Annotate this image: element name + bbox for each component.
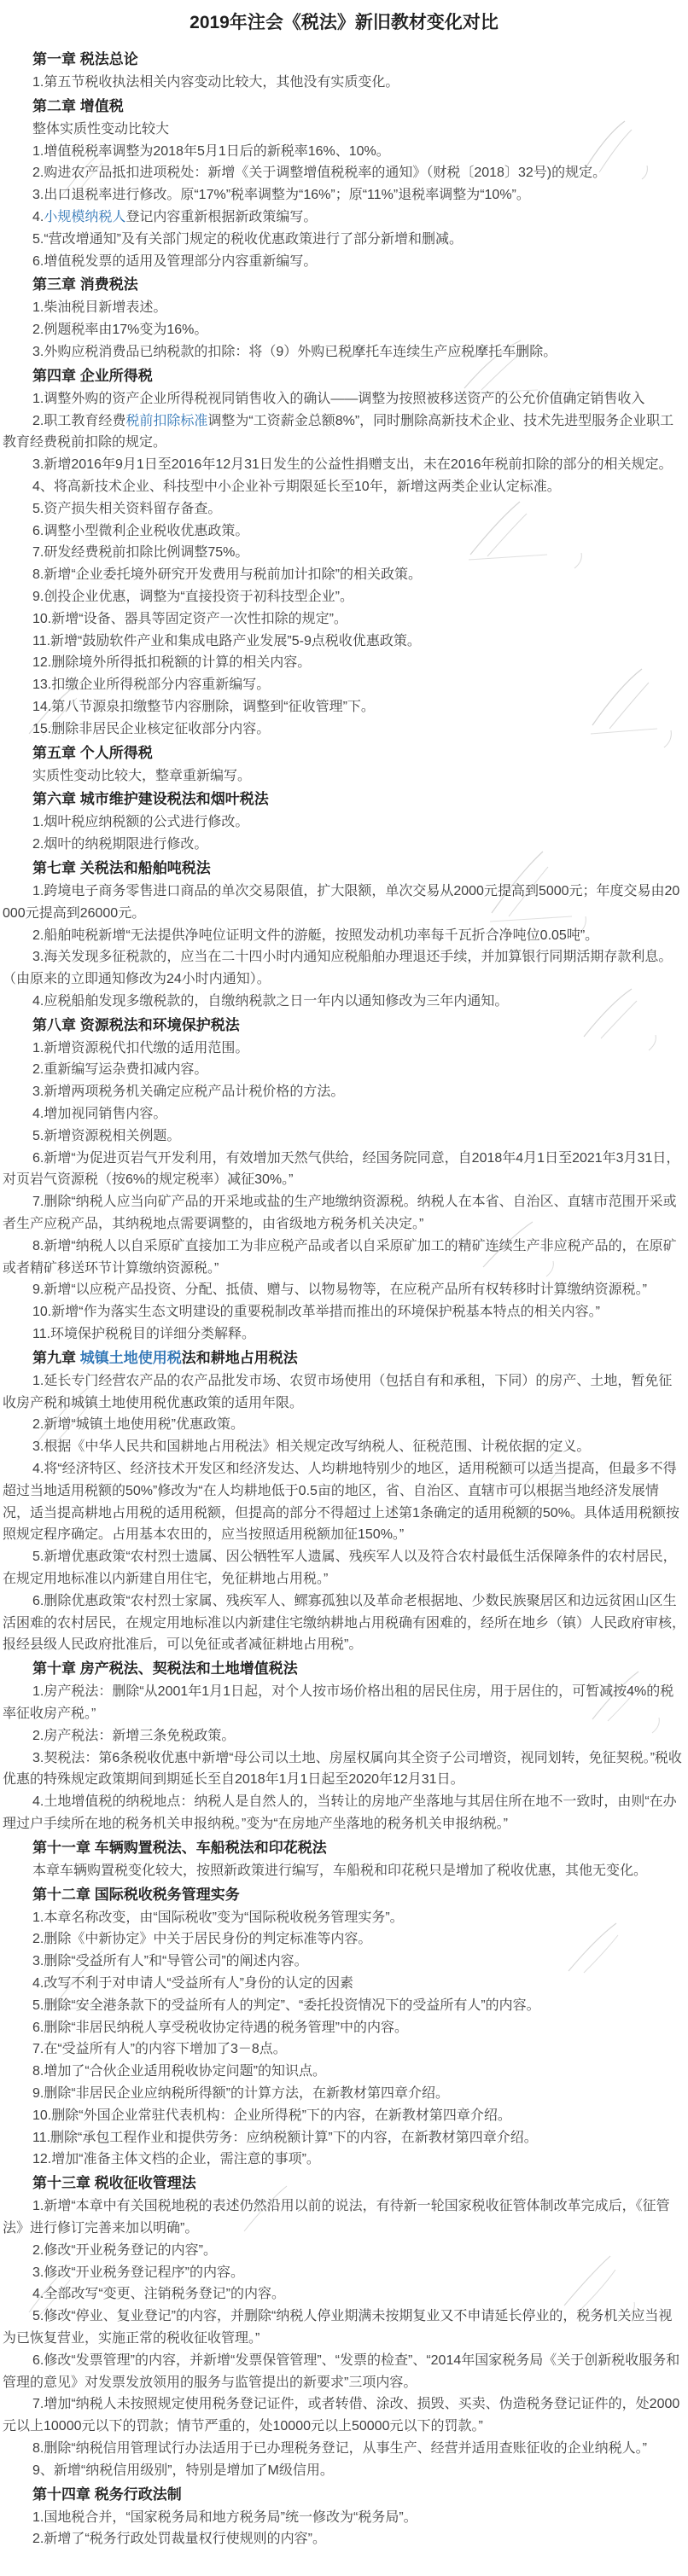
- text-segment: 11.新增“鼓励软件产业和集成电路产业发展”5-9点税收优惠政策。: [32, 633, 421, 648]
- change-item: [3, 946, 685, 991]
- chapter-heading: [3, 95, 685, 118]
- text-segment: 6.删除优惠政策“农村烈士家属、残疾军人、鳏寡孤独以及革命老根据地、少数民族聚居区和边远贫困山区生活困难的农村居民，在规定用地标准以内新建住宅缴纳耕地占用税确有困难的，经所在地乡（镇）人民政府审核，报经县级人民政府批准后，可以免征或者减征耕地占用税”。: [3, 1593, 686, 1653]
- text-segment: 11.删除“承包工程作业和提供劳务：应纳税额计算”下的内容，在新教材第四章介绍。: [32, 2130, 538, 2145]
- change-item: [3, 520, 685, 543]
- change-item: [3, 2105, 685, 2127]
- change-item: [3, 925, 685, 947]
- change-item: [3, 608, 685, 631]
- text-segment: 第十章 房产税法、契税法和土地增值税法: [32, 1660, 298, 1678]
- change-item: [3, 2017, 685, 2039]
- change-item: [3, 388, 685, 410]
- change-item: [3, 2438, 685, 2460]
- change-item: [3, 2460, 685, 2482]
- change-item: [3, 1907, 685, 1929]
- change-item: [3, 1590, 685, 1656]
- text-segment: 6.修改“发票管理”的内容，并新增“发票保管管理”、“发票的检查”、“2014年国家税务局《关于创新税收服务和管理的意见》对发票发放领用的服务与监管提出的新要求”三项内容。: [3, 2352, 680, 2390]
- change-item: [3, 2240, 685, 2262]
- change-item: [3, 1436, 685, 1458]
- chapter-heading: [3, 1346, 685, 1369]
- change-item: [3, 631, 685, 653]
- inline-link[interactable]: 小规模纳税人: [44, 209, 126, 224]
- text-segment: 4.全部改写“变更、注销税务登记”的内容。: [32, 2287, 286, 2302]
- text-segment: 9、新增“纳税信用级别”，特别是增加了M级信用。: [32, 2463, 334, 2478]
- text-segment: 第七章 关税法和船舶吨税法: [32, 859, 211, 876]
- change-item: [3, 2195, 685, 2240]
- text-segment: 9.创投企业优惠，调整为“直接投资于初科技型企业”。: [32, 589, 354, 604]
- text-segment: 第四章 企业所得税: [32, 367, 153, 384]
- change-item: [3, 2149, 685, 2171]
- text-segment: 1.延长专门经营农产品的农产品批发市场、农贸市场使用（包括自有和承租，下同）的房产、土地，暂免征收房产税和城镇土地使用税优惠政策的适用年限。: [3, 1373, 673, 1410]
- text-segment: 11.环境保护税税目的详细分类解释。: [32, 1327, 256, 1342]
- change-item: [3, 834, 685, 856]
- text-segment: 1.房产税法：删除“从2001年1月1日起，对个人按市场价格出租的居民住房，用于居住的，可暂减按4%的税率征收房产税。”: [3, 1684, 674, 1721]
- change-item: [3, 696, 685, 718]
- text-segment: 4.土地增值税的纳税地点：纳税人是自然人的，当转让的房地产坐落地与其居住所在地不一致时，由则“在办理过户手续所在地的税务机关申报纳税。”变为“在房地产坐落地的税务机关申报纳税。”: [3, 1794, 677, 1831]
- text-segment: 10.新增“作为落实生态文明建设的重要税制改革举措而推出的环境保护税基本特点的相关内容。”: [32, 1305, 600, 1320]
- change-item: [3, 674, 685, 696]
- change-item: [3, 1148, 685, 1192]
- text-segment: 2.购进农产品抵扣进项税处：新增《关于调整增值税税率的通知》（财税〔2018〕32号)的规定。: [32, 166, 607, 181]
- text-segment: 7.研发经费税前扣除比例调整75%。: [32, 545, 249, 561]
- text-segment: 4.应税船舶发现多缴税款的，自缴纳税款之日一年内以通知修改为三年内通知。: [32, 993, 509, 1009]
- change-item: [3, 1747, 685, 1792]
- chapter-heading: [3, 741, 685, 765]
- change-item: [3, 229, 685, 251]
- change-item: [3, 2262, 685, 2284]
- text-segment: 1.本章名称改变，由“国际税收”变为“国际税收税务管理实务”。: [32, 1910, 404, 1925]
- change-item: [3, 991, 685, 1013]
- change-item: [3, 1236, 685, 1280]
- text-segment: 3.根据《中华人民共和国耕地占用税法》相关规定改写纳税人、征税范围、计税依据的定义。: [32, 1439, 591, 1455]
- change-item: [3, 1458, 685, 1546]
- change-item: [3, 1059, 685, 1081]
- change-item: [3, 454, 685, 476]
- text-segment: 第十三章 税收征收管理法: [32, 2175, 196, 2192]
- text-segment: 3.出口退税率进行修改。原“17%”税率调整为“16%”；原“11%”退税率调整为“10%”。: [32, 188, 530, 203]
- change-item: [3, 119, 685, 141]
- text-segment: 15.删除非居民企业核定征收部分内容。: [32, 721, 271, 736]
- text-segment: 7.在“受益所有人”的内容下增加了3－8点。: [32, 2042, 287, 2057]
- change-item: [3, 718, 685, 741]
- change-item: [3, 2350, 685, 2394]
- text-segment: 1.新增“本章中有关国税地税的表述仍然沿用以前的说法，有待新一轮国家税收征管体制改革完成后，《征管法》进行修订完善来加以明确”。: [3, 2199, 670, 2236]
- text-segment: 1.国地税合并，“国家税务局和地方税务局”统一修改为“税务局”。: [32, 2509, 417, 2525]
- text-segment: 3.契税法：第6条税收优惠中新增“母公司以土地、房屋权属向其全资子公司增资，视同划转，免征契税。”税收优惠的特殊规定政策期间到期延长至自2018年1月1日起至2020年12月31日。: [3, 1750, 682, 1788]
- chapter-heading: [3, 1883, 685, 1906]
- text-segment: 2.船舶吨税新增“无法提供净吨位证明文件的游艇，按照发动机功率每千瓦折合净吨位0.05吨”。: [32, 927, 599, 943]
- change-item: [3, 206, 685, 229]
- text-segment: 6.新增“为促进页岩气开发利用，有效增加天然气供给，经国务院同意，自2018年4月1日至2021年3月31日，对页岩气资源税（按6%的规定税率）减征30%。”: [3, 1150, 680, 1188]
- text-segment: 2.房产税法：新增三条免税政策。: [32, 1728, 236, 1743]
- text-segment: 2.职工教育经费: [32, 413, 126, 428]
- change-item: [3, 542, 685, 564]
- text-segment: 5.新增优惠政策“农村烈士遗属、因公牺牲军人遗属、残疾军人以及符合农村最低生活保障条件的农村居民，在规定用地标准以内新建自用住宅，免征耕地占用税。”: [3, 1550, 677, 1587]
- text-segment: 4.增加视同销售内容。: [32, 1107, 167, 1122]
- change-item: [3, 1125, 685, 1148]
- change-item: [3, 1191, 685, 1236]
- text-segment: 登记内容重新根据新政策编写。: [125, 209, 318, 224]
- text-segment: 第十四章 税务行政法制: [32, 2486, 182, 2503]
- chapter-heading: [3, 48, 685, 71]
- change-item: [3, 1323, 685, 1346]
- text-segment: 第八章 资源税法和环境保护税法: [32, 1016, 240, 1033]
- chapter-heading: [3, 2172, 685, 2195]
- change-item: [3, 1103, 685, 1125]
- text-segment: 3.外购应税消费品已纳税款的扣除：将（9）外购已税摩托车连续生产应税摩托车删除。: [32, 344, 557, 359]
- text-segment: 调整为“工资薪金总额8%”，同时删除高新技术企业、技术先进型服务企业职工教育经费税前扣除的规定。: [3, 413, 674, 451]
- text-segment: 3.新增两项税务机关确定应税产品计税价格的方法。: [32, 1084, 345, 1100]
- chapter-heading: [3, 788, 685, 811]
- change-item: [3, 1279, 685, 1301]
- inline-link[interactable]: 税前扣除标准: [125, 413, 208, 428]
- change-item: [3, 141, 685, 163]
- text-segment: 8.增加了“合伙企业适用税收协定问题”的知识点。: [32, 2064, 327, 2079]
- text-segment: 5.“营改增通知”及有关部门规定的税收优惠政策进行了部分新增和删减。: [32, 231, 464, 247]
- chapter-heading: [3, 1014, 685, 1037]
- change-item: [3, 1038, 685, 1060]
- change-item: [3, 1791, 685, 1835]
- text-segment: 5.新增资源税相关例题。: [32, 1128, 181, 1143]
- text-segment: 2.烟叶的纳税期限进行修改。: [32, 837, 208, 852]
- change-item: [3, 498, 685, 520]
- text-segment: 第十一章 车辆购置税法、车船税法和印花税法: [32, 1839, 327, 1856]
- change-item: [3, 1860, 685, 1882]
- change-item: [3, 1414, 685, 1436]
- change-item: [3, 341, 685, 363]
- text-segment: 4.将“经济特区、经济技术开发区和经济发达、人均耕地特别少的地区，适用税额可以适当提高，但最多不得超过当地适用税额的50%”修改为“在人均耕地低于0.5亩的地区，省、自治区、直辖市可以根据当地经济发展情况，适当提高耕地占用税的适用税额，但提高的部分不得超过上述第1条确定的适用税额的50%。具体适用税额按照规定程序确定。占用基本农田的，应当按照适用税额加征150%。”: [3, 1462, 679, 1543]
- text-segment: 6.删除“非居民纳税人享受税收协定待遇的税务管理”中的内容。: [32, 2020, 409, 2035]
- text-segment: 1.柴油税目新增表述。: [32, 300, 167, 316]
- text-segment: 法和耕地占用税法: [181, 1349, 298, 1366]
- text-segment: 2.例题税率由17%变为16%。: [32, 323, 208, 338]
- text-segment: 3.新增2016年9月1日至2016年12月31日发生的公益性捐赠支出，未在2016年税前扣除的部分的相关规定。: [32, 457, 673, 473]
- text-segment: 4、将高新技术企业、科技型中小企业补亏期限延长至10年，新增这两类企业认定标准。: [32, 479, 561, 494]
- document-content: [3, 48, 685, 2550]
- text-segment: 14.第八节源泉扣缴整节内容删除，调整到“征收管理”下。: [32, 699, 375, 714]
- text-segment: 第二章 增值税: [32, 97, 124, 114]
- change-item: [3, 2306, 685, 2350]
- text-segment: 2.修改“开业税务登记的内容”。: [32, 2242, 218, 2258]
- text-segment: 第十二章 国际税收税务管理实务: [32, 1886, 240, 1903]
- change-item: [3, 184, 685, 206]
- text-segment: 第六章 城市维护建设税法和烟叶税法: [32, 791, 269, 808]
- text-segment: 第一章 税法总论: [32, 51, 138, 67]
- text-segment: 2.新增了“税务行政处罚裁量权行使规则的内容”。: [32, 2532, 327, 2547]
- change-item: [3, 2127, 685, 2149]
- text-segment: 6.调整小型微利企业税收优惠政策。: [32, 523, 249, 538]
- change-item: [3, 2061, 685, 2083]
- text-segment: 本章车辆购置税变化较大，按照新政策进行编写，车船税和印花税只是增加了税收优惠，其他无变化。: [32, 1863, 648, 1878]
- text-segment: 5.修改“停业、复业登记”的内容，并删除“纳税人停业期满未按期复业又不申请延长停业的，税务机关应当视为已恢复营业，实施正常的税收征收管理。”: [3, 2309, 673, 2346]
- change-item: [3, 251, 685, 273]
- text-segment: 2.重新编写运杂费扣减内容。: [32, 1062, 208, 1078]
- change-item: [3, 476, 685, 498]
- text-segment: 8.新增“纳税人以自采原矿直接加工为非应税产品或者以自采原矿加工的精矿连续生产非应税产品的，在原矿或者精矿移送环节计算缴纳资源税。”: [3, 1238, 677, 1276]
- change-item: [3, 297, 685, 319]
- text-segment: 4.改写不利于对申请人“受益所有人”身份的认定的因素: [32, 1975, 354, 1991]
- change-item: [3, 162, 685, 184]
- change-item: [3, 2507, 685, 2529]
- text-segment: 5.删除“安全港条款下的受益所有人的判定”、“委托投资情况下的受益所有人”的内容。: [32, 1997, 540, 2013]
- change-item: [3, 1081, 685, 1103]
- change-item: [3, 1546, 685, 1590]
- text-segment: 2.删除《中新协定》中关于居民身份的判定标准等内容。: [32, 1932, 372, 1947]
- inline-link[interactable]: 城镇土地使用税: [79, 1349, 182, 1366]
- text-segment: 2.新增“城镇土地使用税”优惠政策。: [32, 1417, 245, 1433]
- chapter-heading: [3, 364, 685, 387]
- text-segment: 1.新增资源税代扣代缴的适用范围。: [32, 1040, 249, 1055]
- text-segment: 1.烟叶税应纳税额的公式进行修改。: [32, 815, 249, 830]
- change-item: [3, 2393, 685, 2438]
- text-segment: 4.: [32, 209, 44, 224]
- text-segment: 10.新增“设备、器具等固定资产一次性扣除的规定”。: [32, 611, 347, 626]
- text-segment: 7.增加“纳税人未按照规定使用税务登记证件，或者转借、涂改、损毁、买卖、伪造税务登记证件的，处2000元以上10000元以下的罚款；情节严重的，处10000元以上50000元以下的罚款。”: [3, 2397, 680, 2434]
- change-item: [3, 586, 685, 608]
- change-item: [3, 1995, 685, 2017]
- text-segment: 3.修改“开业税务登记程序”的内容。: [32, 2265, 245, 2280]
- chapter-heading: [3, 857, 685, 880]
- text-segment: 1.第五节税收执法相关内容变动比较大，其他没有实质变化。: [32, 75, 399, 90]
- text-segment: 第五章 个人所得税: [32, 744, 153, 761]
- text-segment: 1.调整外购的资产企业所得税视同销售收入的确认——调整为按照被移送资产的公允价值确定销售收入: [32, 391, 645, 406]
- change-item: [3, 1951, 685, 1973]
- text-segment: 3.删除“受益所有人”和“导管公司”的阐述内容。: [32, 1954, 308, 1969]
- change-item: [3, 319, 685, 341]
- change-item: [3, 1973, 685, 1995]
- chapter-heading: [3, 1836, 685, 1859]
- change-item: [3, 1301, 685, 1323]
- change-item: [3, 652, 685, 674]
- chapter-heading: [3, 2483, 685, 2506]
- change-item: [3, 1370, 685, 1415]
- text-segment: 9.新增“以应税产品投资、分配、抵债、赠与、以物易物等，在应税产品所有权转移时计算缴纳资源税。”: [32, 1282, 648, 1298]
- text-segment: 12.删除境外所得抵扣税额的计算的相关内容。: [32, 655, 312, 671]
- text-segment: 1.增值税税率调整为2018年5月1日后的新税率16%、10%。: [32, 143, 390, 159]
- change-item: [3, 1681, 685, 1725]
- text-segment: 12.增加“准备主体文档的企业，需注意的事项”。: [32, 2152, 320, 2167]
- text-segment: 13.扣缴企业所得税部分内容重新编写。: [32, 677, 271, 693]
- change-item: [3, 1725, 685, 1747]
- change-item: [3, 881, 685, 925]
- change-item: [3, 2283, 685, 2306]
- text-segment: 1.跨境电子商务零售进口商品的单次交易限值，扩大限额，单次交易从2000元提高到5000元；年度交易由20000元提高到26000元。: [3, 883, 680, 921]
- change-item: [3, 811, 685, 834]
- change-item: [3, 765, 685, 788]
- change-item: [3, 2038, 685, 2061]
- text-segment: 10.删除“外国企业常驻代表机构：企业所得税”下的内容，在新教材第四章介绍。: [32, 2108, 511, 2123]
- change-item: [3, 72, 685, 94]
- text-segment: 5.资产损失相关资料留存备查。: [32, 501, 222, 516]
- text-segment: 3.海关发现多征税款的，应当在二十四小时内通知应税船舶办理退还手续，并加算银行同期活期存款利息。（由原来的立即通知修改为24小时内通知）。: [3, 950, 673, 987]
- change-item: [3, 1928, 685, 1951]
- change-item: [3, 2083, 685, 2105]
- text-segment: 6.增值税发票的适用及管理部分内容重新编写。: [32, 253, 318, 269]
- text-segment: 第九章: [32, 1349, 80, 1366]
- change-item: [3, 564, 685, 586]
- chapter-heading: [3, 1657, 685, 1680]
- text-segment: 7.删除“纳税人应当向矿产品的开采地或盐的生产地缴纳资源税。纳税人在本省、自治区、直辖市范围开采或者生产应税产品，其纳税地点需要调整的，由省级地方税务机关决定。”: [3, 1195, 677, 1232]
- text-segment: 9.删除“非居民企业应纳税所得额”的计算方法，在新教材第四章介绍。: [32, 2085, 450, 2101]
- text-segment: 整体实质性变动比较大: [32, 121, 170, 137]
- text-segment: 实质性变动比较大，整章重新编写。: [32, 768, 252, 783]
- change-item: [3, 410, 685, 455]
- chapter-heading: [3, 273, 685, 296]
- text-segment: 8.删除“纳税信用管理试行办法适用于已办理税务登记，从事生产、经营并适用查账征收的企业纳税人。”: [32, 2440, 648, 2456]
- page-title: 2019年注会《税法》新旧教材变化对比: [189, 13, 499, 32]
- change-item: [3, 2528, 685, 2550]
- text-segment: 第三章 消费税法: [32, 276, 138, 294]
- text-segment: 8.新增“企业委托境外研究开发费用与税前加计扣除”的相关政策。: [32, 567, 423, 583]
